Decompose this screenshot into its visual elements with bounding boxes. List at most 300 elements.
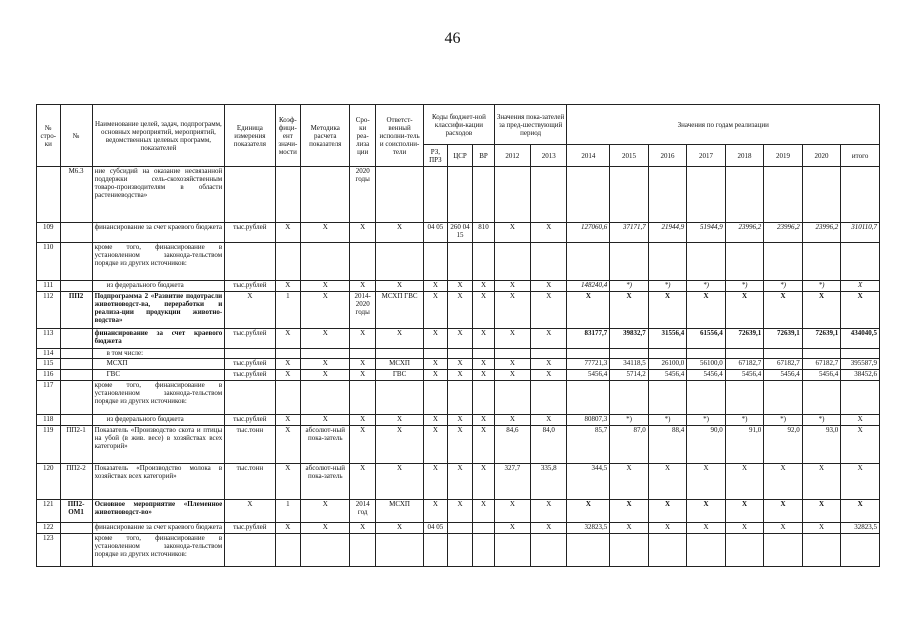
item-code: ПП2-2 [60,464,92,500]
table-cell: X [567,500,610,523]
table-cell: 80807,3 [567,415,610,426]
table-cell [350,381,376,415]
table-cell: X [648,500,687,523]
table-cell [687,167,726,223]
table-cell: 127060,6 [567,223,610,243]
table-row [37,167,880,223]
table-cell: X [610,464,649,500]
table-cell: 31556,4 [648,329,687,349]
table-cell: X [447,500,473,523]
table-cell [531,243,567,281]
row-number: 112 [37,292,61,329]
table-cell: X [376,426,424,464]
table-cell: 5456,4 [725,370,764,381]
table-cell: 51944,9 [687,223,726,243]
item-code: ПП2-ОМ1 [60,500,92,523]
table-cell: 67182,7 [764,359,803,370]
table-cell: X [275,426,301,464]
col-header-unit: Единица измерения показателя [225,105,275,167]
table-cell: тыс.рублей [225,281,275,292]
item-description: в том числе: [92,349,225,359]
table-cell: 72639,1 [764,329,803,349]
table-cell: X [424,370,448,381]
row-number: 117 [37,381,61,415]
table-cell [764,381,803,415]
table-cell: X [687,500,726,523]
table-cell [225,534,275,567]
table-cell [610,381,649,415]
table-cell: X [424,464,448,500]
table-cell: 34118,5 [610,359,649,370]
table-cell: X [376,223,424,243]
col-header-name: Наименование целей, задач, подпрограмм, основных мероприятий, мероприятий, ведомственных целевых программ, показателей [92,105,225,167]
table-cell: X [301,500,350,523]
table-cell: X [494,223,530,243]
table-cell [802,243,841,281]
table-cell: X [473,500,494,523]
table-cell: 56100,0 [687,359,726,370]
table-cell: X [376,523,424,534]
col-header-vr: ВР [473,145,494,167]
table-row [37,426,880,464]
table-cell: X [225,500,275,523]
table-cell: X [494,329,530,349]
table-cell: 39832,7 [610,329,649,349]
table-cell [301,243,350,281]
table-row [37,359,880,370]
table-cell [764,167,803,223]
row-number: 110 [37,243,61,281]
table-cell: X [725,523,764,534]
table-cell: X [350,329,376,349]
table-cell: *) [610,281,649,292]
table-cell: X [764,523,803,534]
table-cell: 810 [473,223,494,243]
table-cell: 72639,1 [725,329,764,349]
table-cell [301,381,350,415]
table-cell [275,534,301,567]
table-cell [841,534,880,567]
table-cell: X [841,500,880,523]
table-cell: X [725,500,764,523]
item-description: Основное мероприятие «Племенное животноводст-во» [92,500,225,523]
col-header-2018: 2018 [725,145,764,167]
table-cell: X [567,292,610,329]
table-cell: X [764,292,803,329]
table-cell: 37171,7 [610,223,649,243]
table-cell [447,381,473,415]
table-cell: X [424,426,448,464]
table-cell: X [275,359,301,370]
table-cell [447,167,473,223]
table-cell [531,349,567,359]
table-row [37,370,880,381]
table-cell: *) [802,415,841,426]
table-cell [687,349,726,359]
table-cell: 148240,4 [567,281,610,292]
table-cell: X [447,426,473,464]
row-number: 118 [37,415,61,426]
table-cell: X [376,329,424,349]
table-cell [424,167,448,223]
table-cell: *) [648,281,687,292]
table-cell: 04 05 [424,523,448,534]
table-cell: 21944,9 [648,223,687,243]
col-header-years: Значения по годам реализации [567,105,880,145]
table-cell: тыс.рублей [225,223,275,243]
table-cell: X [301,415,350,426]
table-cell [567,534,610,567]
table-cell: X [301,359,350,370]
table-cell [447,523,473,534]
item-code [60,415,92,426]
table-cell: X [275,464,301,500]
table-header [37,105,880,167]
table-cell: X [350,370,376,381]
table-cell: 5456,4 [567,370,610,381]
table-cell: 335,8 [531,464,567,500]
table-cell: X [275,223,301,243]
table-cell [424,349,448,359]
table-cell [350,349,376,359]
item-code [60,370,92,381]
table-cell: 434040,5 [841,329,880,349]
table-row [37,223,880,243]
table-cell: X [494,523,530,534]
col-header-2020: 2020 [802,145,841,167]
table-cell [648,243,687,281]
table-cell: *) [687,281,726,292]
table-cell: X [301,292,350,329]
table-cell: 5456,4 [764,370,803,381]
table-cell [275,243,301,281]
table-cell: МСХП [376,500,424,523]
table-cell: X [531,523,567,534]
col-header-total: итого [841,145,880,167]
table-cell [841,349,880,359]
table-cell [567,349,610,359]
table-cell [687,534,726,567]
table-row [37,500,880,523]
table-cell [301,167,350,223]
table-cell: X [764,464,803,500]
table-cell [473,167,494,223]
table-cell: 83177,7 [567,329,610,349]
table-cell: *) [610,415,649,426]
col-header-2014: 2014 [567,145,610,167]
row-number: 111 [37,281,61,292]
table-cell: 32823,5 [567,523,610,534]
table-cell: X [725,464,764,500]
table-cell: 85,7 [567,426,610,464]
table-cell: 88,4 [648,426,687,464]
col-header-2019: 2019 [764,145,803,167]
table-cell [648,534,687,567]
table-cell: X [424,500,448,523]
table-cell: X [350,415,376,426]
table-row [37,523,880,534]
row-number: 114 [37,349,61,359]
table-cell [447,534,473,567]
table-cell [764,534,803,567]
item-code [60,281,92,292]
item-code [60,223,92,243]
table-cell: X [531,223,567,243]
item-description: ГВС [92,370,225,381]
table-cell: 2020 годы [350,167,376,223]
table-cell [610,534,649,567]
row-number: 109 [37,223,61,243]
item-code [60,523,92,534]
table-cell [802,534,841,567]
table-cell [494,167,530,223]
table-cell: X [225,292,275,329]
table-cell: X [424,292,448,329]
table-cell: *) [764,281,803,292]
item-description: Подпрограмма 2 «Развитие подотрасли животноводст-ва, переработки и реализа-ции продукции животно-водства» [92,292,225,329]
table-cell: 38452,6 [841,370,880,381]
table-cell: X [494,281,530,292]
table-cell [473,349,494,359]
col-header-2012: 2012 [494,145,530,167]
item-description: финансирование за счет краевого бюджета [92,523,225,534]
table-cell: 87,0 [610,426,649,464]
table-cell [494,243,530,281]
table-cell: X [494,415,530,426]
table-cell: *) [687,415,726,426]
table-cell: X [301,281,350,292]
row-number: 113 [37,329,61,349]
item-description: кроме того, финансирование в установленном законода-тельством порядке из других источников: [92,381,225,415]
table-cell: X [376,281,424,292]
item-code [60,534,92,567]
table-cell [802,349,841,359]
table-cell: X [610,292,649,329]
table-cell: X [424,415,448,426]
row-number: 116 [37,370,61,381]
table-cell: X [841,292,880,329]
table-row [37,534,880,567]
table-cell [725,534,764,567]
table-cell: X [301,329,350,349]
table-cell: X [275,415,301,426]
table-cell [764,349,803,359]
item-code [60,329,92,349]
table-cell: X [447,464,473,500]
table-cell: X [473,370,494,381]
table-cell [725,381,764,415]
table-cell [841,243,880,281]
row-number: 119 [37,426,61,464]
program-table [36,104,880,567]
table-cell [424,534,448,567]
table-cell [275,349,301,359]
item-description: кроме того, финансирование в установленном законода-тельством порядке из других источников: [92,243,225,281]
table-cell: 91,0 [725,426,764,464]
table-cell: 344,5 [567,464,610,500]
table-cell: абсолют-ный пока-затель [301,426,350,464]
item-description: кроме того, финансирование в установленном законода-тельством порядке из других источников: [92,534,225,567]
table-cell: X [350,359,376,370]
table-row [37,464,880,500]
table-cell: МСХП [376,359,424,370]
table-cell: X [841,464,880,500]
table-cell [473,243,494,281]
table-cell [841,167,880,223]
table-cell [494,381,530,415]
item-description: Показатель «Производство скота и птицы на убой (в жив. весе) в хозяйствах всех категорий» [92,426,225,464]
table-cell: 84,6 [494,426,530,464]
row-number: 122 [37,523,61,534]
table-cell: X [610,500,649,523]
table-cell: 5456,4 [648,370,687,381]
row-number: 120 [37,464,61,500]
table-cell [494,349,530,359]
table-cell [531,167,567,223]
table-cell: 04 05 [424,223,448,243]
table-cell [610,349,649,359]
col-header-rz-prz: РЗ, ПРЗ [424,145,448,167]
table-cell: X [350,464,376,500]
table-cell: X [473,292,494,329]
table-cell: 5714,2 [610,370,649,381]
table-cell: X [447,370,473,381]
table-cell: X [687,523,726,534]
table-cell: X [725,292,764,329]
item-description: Показатель «Производство молока в хозяйствах всех категорий» [92,464,225,500]
item-description: финансирование за счет краевого бюджета [92,223,225,243]
table-cell: X [350,523,376,534]
col-header-csr: ЦСР [447,145,473,167]
table-cell [567,381,610,415]
table-cell: *) [648,415,687,426]
table-cell: *) [725,281,764,292]
item-description: финансирование за счет краевого бюджета [92,329,225,349]
table-cell: X [275,281,301,292]
table-cell: X [447,415,473,426]
table-cell: X [687,464,726,500]
table-cell: 32823,5 [841,523,880,534]
table-cell [531,381,567,415]
table-row [37,349,880,359]
table-cell: 93,0 [802,426,841,464]
table-cell: X [473,426,494,464]
table-cell [424,243,448,281]
table-cell: 23996,2 [802,223,841,243]
table-cell [376,243,424,281]
table-cell: 90,0 [687,426,726,464]
table-cell: тыс.тонн [225,464,275,500]
table-cell: X [531,281,567,292]
table-cell: X [648,292,687,329]
table-cell [841,381,880,415]
table-cell: 84,0 [531,426,567,464]
table-cell [225,243,275,281]
row-number: 123 [37,534,61,567]
table-cell [687,381,726,415]
table-cell: X [447,359,473,370]
table-cell: 1 [275,500,301,523]
table-cell [648,381,687,415]
table-row [37,243,880,281]
table-cell [301,349,350,359]
col-header-method: Методика расчета показателя [301,105,350,167]
table-cell [764,243,803,281]
page-number: 46 [444,30,461,47]
table-cell: X [473,359,494,370]
table-cell: X [531,370,567,381]
col-header-coefficient: Коэф-фици-ент значи-мости [275,105,301,167]
table-cell: тыс.рублей [225,415,275,426]
table-cell: тыс.рублей [225,370,275,381]
table-cell: 67182,7 [725,359,764,370]
table-cell: 5456,4 [687,370,726,381]
table-cell: X [275,523,301,534]
table-cell: X [841,415,880,426]
table-cell [275,381,301,415]
table-cell: *) [802,281,841,292]
table-cell: X [424,281,448,292]
table-cell [648,167,687,223]
table-cell: X [648,523,687,534]
item-code [60,243,92,281]
table-cell: X [350,223,376,243]
table-cell: X [301,223,350,243]
table-cell: X [301,523,350,534]
col-header-previous-period: Значения пока-зателей за пред-шествующий период [494,105,567,145]
table-cell: X [376,464,424,500]
table-cell: X [764,500,803,523]
table-cell: *) [725,415,764,426]
col-header-responsible: Ответст-венный исполни-тель и соисполни-тели [376,105,424,167]
table-cell: 260 04 15 [447,223,473,243]
item-code: ПП2 [60,292,92,329]
item-description: ние субсидий на оказание несвязанной поддержки сель-скохозяйственным товаро-производителям в области растениеводства» [92,167,225,223]
row-number: 115 [37,359,61,370]
table-cell [301,534,350,567]
table-body [37,167,880,567]
table-cell: X [275,370,301,381]
table-cell: X [802,464,841,500]
table-cell [275,167,301,223]
col-header-row-num: № стро-ки [37,105,61,167]
col-header-num: № [60,105,92,167]
row-number [37,167,61,223]
table-cell: 2014 год [350,500,376,523]
table-cell [350,534,376,567]
table-cell: X [494,500,530,523]
table-cell [376,349,424,359]
table-cell: X [610,523,649,534]
table-cell [725,167,764,223]
table-cell: X [376,415,424,426]
table-cell [802,381,841,415]
table-cell: X [494,359,530,370]
table-cell: X [531,359,567,370]
table-cell: X [531,329,567,349]
item-description: из федерального бюджета [92,281,225,292]
table-row [37,381,880,415]
col-header-budget-codes: Коды бюджет-ной классифи-кации расходов [424,105,495,145]
table-cell: X [494,370,530,381]
table-cell: X [350,281,376,292]
table-cell [376,381,424,415]
table-cell [473,534,494,567]
item-code [60,359,92,370]
table-cell [376,534,424,567]
table-cell [473,523,494,534]
table-cell: тыс.рублей [225,329,275,349]
